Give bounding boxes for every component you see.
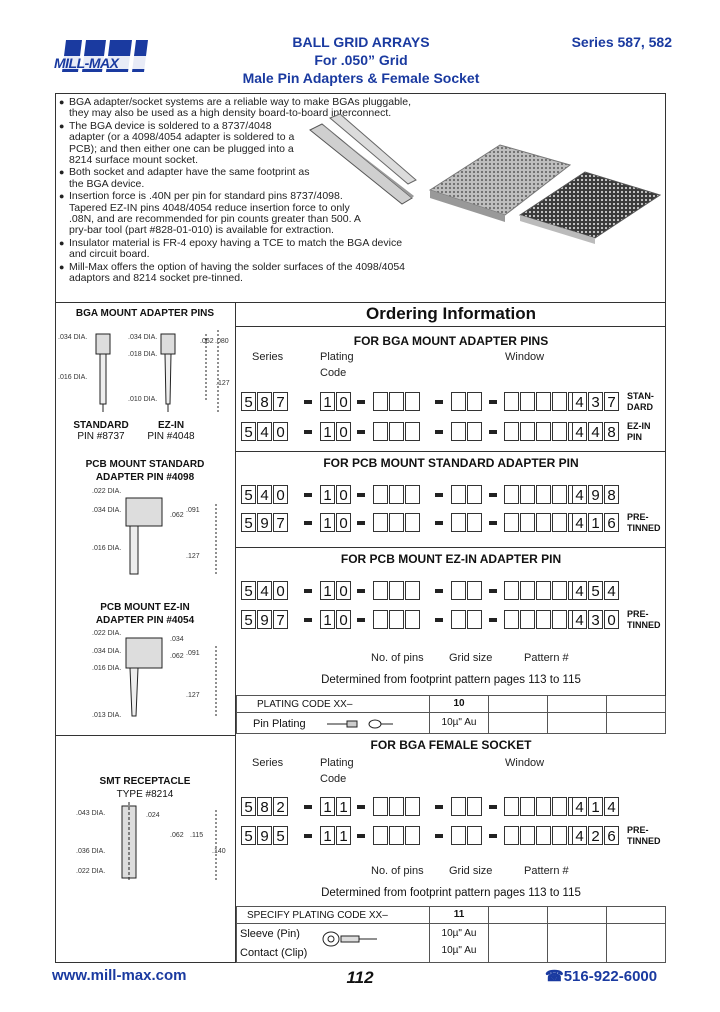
- separator-dash: [304, 589, 312, 593]
- feature-item: ● Insulator material is FR-4 epoxy having a TCE to match the BGA device and circuit board.: [59, 236, 403, 261]
- row-suffix-label: PRE- TINNED: [627, 609, 661, 630]
- grid-size-box: [467, 610, 482, 629]
- grid-size-box: [451, 513, 466, 532]
- label-plating: Plating: [320, 757, 354, 769]
- row-suffix-label: STAN- DARD: [627, 391, 654, 412]
- pattern-digit: 4: [572, 797, 587, 816]
- pin-count-box: [373, 610, 388, 629]
- window-box: [552, 422, 567, 441]
- grid-size-box: [467, 826, 482, 845]
- label-no-pins: No. of pins: [371, 652, 424, 664]
- ezin-label: EZ-IN: [157, 420, 185, 431]
- separator-dash: [489, 618, 497, 622]
- label-no-pins: No. of pins: [371, 865, 424, 877]
- standard-label: STANDARD: [73, 420, 129, 431]
- separator-dash: [357, 805, 365, 809]
- feature-item: ● BGA adapter/socket systems are a reliable way to make BGAs pluggable, they may also be used as a high density board-to-board interconnect.: [59, 96, 412, 120]
- label-series: Series: [252, 351, 284, 363]
- determined-note: Determined from footprint pattern pages 113 to 115: [321, 887, 581, 899]
- pin-count-box: [389, 610, 404, 629]
- dim-label: .022 DIA.: [76, 868, 106, 875]
- separator-dash: [489, 805, 497, 809]
- window-box: [520, 797, 535, 816]
- dim-label: .010 DIA.: [128, 396, 158, 403]
- series-digit: 4: [257, 422, 272, 441]
- dim-label: .016 DIA.: [92, 545, 122, 552]
- section-bga-mount: FOR BGA MOUNT ADAPTER PINS: [353, 334, 549, 348]
- window-box: [504, 610, 519, 629]
- grid-size-box: [467, 581, 482, 600]
- dim-label: .043 DIA.: [76, 810, 106, 817]
- series-digit: 5: [241, 422, 256, 441]
- left-divider: [55, 735, 236, 736]
- separator-dash: [435, 430, 443, 434]
- smt-title1: SMT RECEPTACLE: [99, 776, 191, 787]
- separator-dash: [489, 521, 497, 525]
- dim-label: .062: [170, 512, 184, 519]
- window-box: [504, 581, 519, 600]
- pin-count-box: [389, 826, 404, 845]
- series-digit: 7: [273, 392, 288, 411]
- dim-label: .024: [146, 812, 160, 819]
- separator-dash: [304, 400, 312, 404]
- grid-size-box: [451, 485, 466, 504]
- feature-item: ● Mill-Max offers the option of having the solder surfaces of the 4098/4054 adaptors and 8214 socket pre-tinned.: [59, 260, 406, 285]
- plating-digit: 1: [336, 797, 351, 816]
- pin-count-box: [405, 826, 420, 845]
- separator-dash: [435, 493, 443, 497]
- series-digit: 5: [241, 581, 256, 600]
- pin-count-box: [373, 581, 388, 600]
- window-box: [504, 826, 519, 845]
- pin-count-box: [405, 610, 420, 629]
- separator-dash: [489, 493, 497, 497]
- dim-label: .062: [170, 832, 184, 839]
- plating-digit: 0: [336, 513, 351, 532]
- dim-label: .016 DIA.: [92, 665, 122, 672]
- dim-label: .016 DIA.: [58, 374, 88, 381]
- pin-plating-value-cell: [429, 712, 489, 734]
- grid-size-box: [467, 392, 482, 411]
- window-box: [520, 513, 535, 532]
- pin-plating-label-cell: [236, 712, 430, 734]
- plating-digit: 1: [320, 826, 335, 845]
- series-digit: 7: [273, 610, 288, 629]
- window-box: [536, 513, 551, 532]
- plating-digit: 1: [320, 392, 335, 411]
- separator-dash: [489, 589, 497, 593]
- separator-dash: [357, 493, 365, 497]
- series-digit: 5: [241, 513, 256, 532]
- plating-digit: 1: [320, 485, 335, 504]
- series-digit: 8: [257, 797, 272, 816]
- sleeve-value: 10µ" Au: [441, 928, 477, 939]
- pcb-std-title2: ADAPTER PIN #4098: [95, 472, 195, 483]
- window-box: [536, 797, 551, 816]
- dim-label: .091: [186, 507, 200, 514]
- dim-label: .022 DIA.: [92, 488, 122, 495]
- window-box: [520, 485, 535, 504]
- sleeve-label-cell: [236, 923, 430, 963]
- plating-digit: 0: [336, 392, 351, 411]
- pattern-digit: 4: [572, 610, 587, 629]
- dim-label: .034 DIA.: [92, 648, 122, 655]
- row-suffix-label: PRE- TINNED: [627, 825, 661, 846]
- window-box: [504, 422, 519, 441]
- plating-code-label-cell: [236, 695, 430, 713]
- sleeve-value-cell: [429, 923, 489, 963]
- sleeve-contact-icon: [319, 930, 379, 948]
- series-digit: 5: [241, 610, 256, 629]
- empty-cell: [606, 923, 666, 963]
- series-digit: 9: [257, 826, 272, 845]
- pin-count-box: [389, 422, 404, 441]
- dim-label: .140: [212, 848, 226, 855]
- pattern-digit: 4: [604, 581, 619, 600]
- pcb-ez-title2: ADAPTER PIN #4054: [95, 615, 195, 626]
- grid-size-box: [467, 797, 482, 816]
- series-digit: 4: [257, 581, 272, 600]
- dim-label: .062: [170, 653, 184, 660]
- window-box: [504, 392, 519, 411]
- dim-label: .127: [216, 380, 230, 387]
- separator-dash: [435, 589, 443, 593]
- page-number: 112: [346, 968, 374, 987]
- dim-label: .127: [186, 553, 200, 560]
- grid-size-box: [451, 610, 466, 629]
- pattern-digit: 4: [588, 422, 603, 441]
- series-digit: 8: [257, 392, 272, 411]
- pattern-digit: 4: [572, 826, 587, 845]
- divider: [236, 451, 666, 452]
- grid-size-box: [451, 392, 466, 411]
- pin-icon: [325, 719, 395, 729]
- window-box: [536, 422, 551, 441]
- series-digit: 9: [257, 513, 272, 532]
- label-code: Code: [320, 367, 347, 379]
- row-suffix-label: PRE- TINNED: [627, 512, 661, 533]
- series-digit: 5: [241, 826, 256, 845]
- pattern-digit: 8: [604, 485, 619, 504]
- empty-cell: [606, 906, 666, 924]
- empty-cell: [606, 712, 666, 734]
- pin-count-box: [405, 485, 420, 504]
- pin-count-box: [373, 485, 388, 504]
- pattern-digit: 4: [572, 581, 587, 600]
- pin-count-box: [405, 513, 420, 532]
- window-box: [552, 610, 567, 629]
- window-box: [552, 581, 567, 600]
- dim-label: .062: [200, 338, 214, 345]
- plating-digit: 1: [320, 581, 335, 600]
- logo: [52, 38, 152, 80]
- specify-plating-label: SPECIFY PLATING CODE XX–: [247, 910, 388, 921]
- plating-code-value-cell: [429, 695, 489, 713]
- dim-label: .034 DIA.: [128, 334, 158, 341]
- plating-code-value: 10: [453, 698, 465, 709]
- logo-text: MILL-MAX: [54, 55, 119, 71]
- separator-dash: [435, 618, 443, 622]
- label-plating: Plating: [320, 351, 354, 363]
- dim-label: .034 DIA.: [92, 507, 122, 514]
- dim-label: .018 DIA.: [128, 351, 158, 358]
- grid-size-box: [451, 581, 466, 600]
- pattern-digit: 8: [604, 422, 619, 441]
- empty-cell: [488, 923, 548, 963]
- section-pcb-standard: FOR PCB MOUNT STANDARD ADAPTER PIN: [323, 456, 579, 470]
- plating-digit: 1: [320, 513, 335, 532]
- pin-count-box: [373, 513, 388, 532]
- dim-label: .013 DIA.: [92, 712, 122, 719]
- empty-cell: [488, 695, 548, 713]
- contact-label: Contact (Clip): [240, 947, 308, 959]
- separator-dash: [435, 805, 443, 809]
- pattern-digit: 7: [604, 392, 619, 411]
- empty-cell: [547, 906, 607, 924]
- adapter-socket-photo: [420, 110, 665, 245]
- series-label: Series 587, 582: [571, 34, 672, 50]
- label-code: Code: [320, 773, 347, 785]
- title-line1: BALL GRID ARRAYS: [292, 34, 430, 50]
- pattern-digit: 6: [604, 826, 619, 845]
- pattern-digit: 3: [588, 610, 603, 629]
- pattern-digit: 4: [572, 392, 587, 411]
- separator-dash: [357, 521, 365, 525]
- separator-dash: [489, 834, 497, 838]
- ezin-pin-label: PIN #4048: [147, 431, 195, 442]
- grid-size-box: [467, 485, 482, 504]
- window-box: [552, 797, 567, 816]
- pattern-digit: 4: [604, 797, 619, 816]
- pin-count-box: [405, 392, 420, 411]
- bga-mount-pins-title: BGA MOUNT ADAPTER PINS: [75, 308, 215, 319]
- dim-label: .036 DIA.: [76, 848, 106, 855]
- separator-dash: [357, 430, 365, 434]
- dim-label: .080: [215, 338, 229, 345]
- label-pattern: Pattern #: [524, 865, 569, 877]
- title-line2: For .050” Grid: [314, 52, 408, 68]
- pattern-digit: 4: [572, 422, 587, 441]
- pattern-digit: 2: [588, 826, 603, 845]
- window-box: [520, 392, 535, 411]
- pattern-digit: 6: [604, 513, 619, 532]
- separator-dash: [435, 521, 443, 525]
- pattern-digit: 4: [572, 485, 587, 504]
- plating-digit: 0: [336, 485, 351, 504]
- series-digit: 0: [273, 581, 288, 600]
- divider: [236, 547, 666, 548]
- plating-digit: 0: [336, 610, 351, 629]
- pcb-std-title1: PCB MOUNT STANDARD: [85, 459, 205, 470]
- website-link[interactable]: www.mill-max.com: [52, 967, 187, 984]
- separator-dash: [357, 618, 365, 622]
- empty-cell: [488, 712, 548, 734]
- separator-dash: [357, 834, 365, 838]
- separator-dash: [489, 430, 497, 434]
- ordering-title-underline: [236, 326, 666, 327]
- empty-cell: [488, 906, 548, 924]
- title-line3: Male Pin Adapters & Female Socket: [242, 70, 480, 86]
- empty-cell: [606, 695, 666, 713]
- separator-dash: [489, 400, 497, 404]
- window-box: [536, 610, 551, 629]
- window-box: [552, 513, 567, 532]
- pattern-digit: 1: [588, 513, 603, 532]
- separator-dash: [435, 834, 443, 838]
- phone-contact: [545, 967, 657, 985]
- series-digit: 9: [257, 610, 272, 629]
- label-window: Window: [505, 757, 545, 769]
- pin-count-box: [389, 485, 404, 504]
- window-box: [504, 513, 519, 532]
- pcb-std-pin-drawing: [56, 486, 236, 586]
- plating-digit: 1: [336, 826, 351, 845]
- grid-size-box: [467, 422, 482, 441]
- phone-icon: ☎: [545, 968, 564, 985]
- separator-dash: [435, 400, 443, 404]
- separator-dash: [304, 430, 312, 434]
- feature-item: ● The BGA device is soldered to a 8737/4048 adapter (or a 4098/4054 adapter is soldered to a PCB); and then either one can be plugged into a 8214 surface mount socket.: [59, 119, 295, 167]
- section-female-socket: FOR BGA FEMALE SOCKET: [370, 738, 532, 752]
- series-digit: 0: [273, 485, 288, 504]
- series-digit: 7: [273, 513, 288, 532]
- pcb-ez-title1: PCB MOUNT EZ-IN: [100, 602, 190, 613]
- specify-plating-label-cell: [236, 906, 430, 924]
- grid-size-box: [451, 422, 466, 441]
- plating-digit: 1: [320, 422, 335, 441]
- right-bottom-border: [665, 303, 666, 696]
- separator-dash: [304, 493, 312, 497]
- pattern-digit: 4: [572, 513, 587, 532]
- empty-cell: [547, 923, 607, 963]
- feature-item: ● Both socket and adapter have the same footprint as the BGA device.: [59, 166, 310, 190]
- ordering-title: Ordering Information: [366, 304, 536, 323]
- pin-count-box: [389, 581, 404, 600]
- series-digit: 5: [241, 797, 256, 816]
- plating-digit: 1: [320, 797, 335, 816]
- window-box: [552, 485, 567, 504]
- label-series: Series: [252, 757, 284, 769]
- separator-dash: [304, 805, 312, 809]
- separator-dash: [304, 618, 312, 622]
- window-box: [504, 797, 519, 816]
- separator-dash: [357, 589, 365, 593]
- separator-dash: [357, 400, 365, 404]
- window-box: [536, 485, 551, 504]
- pin-count-box: [373, 826, 388, 845]
- series-digit: 0: [273, 422, 288, 441]
- series-digit: 5: [241, 392, 256, 411]
- dim-label: .127: [186, 692, 200, 699]
- smt-title2: TYPE #8214: [116, 789, 174, 800]
- pin-plating-value: 10µ" Au: [441, 717, 477, 728]
- plating-digit: 1: [320, 610, 335, 629]
- dim-label: .034: [170, 636, 184, 643]
- separator-dash: [304, 834, 312, 838]
- section-pcb-ezin: FOR PCB MOUNT EZ-IN ADAPTER PIN: [340, 552, 562, 566]
- window-box: [520, 610, 535, 629]
- window-box: [520, 581, 535, 600]
- label-grid-size: Grid size: [449, 865, 493, 877]
- specify-plating-value-cell: [429, 906, 489, 924]
- pin-count-box: [389, 513, 404, 532]
- pin-count-box: [373, 392, 388, 411]
- row-suffix-label: EZ-IN PIN: [627, 421, 651, 442]
- grid-size-box: [451, 826, 466, 845]
- pattern-digit: 9: [588, 485, 603, 504]
- window-box: [552, 826, 567, 845]
- label-grid-size: Grid size: [449, 652, 493, 664]
- dim-label: .115: [190, 832, 204, 839]
- window-box: [504, 485, 519, 504]
- empty-cell: [547, 712, 607, 734]
- pin-count-box: [373, 422, 388, 441]
- pry-bar-tool-image: [300, 110, 420, 210]
- window-box: [536, 392, 551, 411]
- window-box: [536, 826, 551, 845]
- pin-count-box: [405, 581, 420, 600]
- determined-note: Determined from footprint pattern pages 113 to 115: [321, 674, 581, 686]
- plating-digit: 0: [336, 581, 351, 600]
- pin-plating-label: Pin Plating: [253, 718, 306, 730]
- separator-dash: [304, 521, 312, 525]
- pin-count-box: [389, 392, 404, 411]
- plating-code-label: PLATING CODE XX–: [257, 699, 353, 710]
- grid-size-box: [451, 797, 466, 816]
- window-box: [520, 422, 535, 441]
- series-digit: 5: [273, 826, 288, 845]
- pattern-digit: 5: [588, 581, 603, 600]
- pattern-digit: 0: [604, 610, 619, 629]
- dim-label: .034 DIA.: [58, 334, 88, 341]
- pattern-digit: 1: [588, 797, 603, 816]
- contact-value: 10µ" Au: [441, 945, 477, 956]
- pattern-digit: 3: [588, 392, 603, 411]
- label-pattern: Pattern #: [524, 652, 569, 664]
- pin-count-box: [405, 797, 420, 816]
- pcb-ez-pin-drawing: [56, 628, 236, 728]
- empty-cell: [547, 695, 607, 713]
- label-window: Window: [505, 351, 545, 363]
- window-box: [536, 581, 551, 600]
- standard-pin-label: PIN #8737: [77, 431, 125, 442]
- series-digit: 5: [241, 485, 256, 504]
- feature-item: ● Insertion force is .40N per pin for standard pins 8737/4098. Tapered EZ-IN pins 4048/4054 reduce insertion force to only .08N, and are recommended for pin counts greater than 500. A pry-bar tool (part #828-01-010) is available for extraction.: [59, 190, 361, 237]
- grid-size-box: [467, 513, 482, 532]
- specify-plating-value: 11: [453, 909, 465, 920]
- dim-label: .022 DIA.: [92, 630, 122, 637]
- pin-count-box: [373, 797, 388, 816]
- window-box: [552, 392, 567, 411]
- window-box: [520, 826, 535, 845]
- pin-count-box: [405, 422, 420, 441]
- dim-label: .091: [186, 650, 200, 657]
- sleeve-label: Sleeve (Pin): [240, 928, 300, 940]
- plating-digit: 0: [336, 422, 351, 441]
- series-digit: 2: [273, 797, 288, 816]
- series-digit: 4: [257, 485, 272, 504]
- phone-number: 516-922-6000: [563, 968, 658, 985]
- pin-count-box: [389, 797, 404, 816]
